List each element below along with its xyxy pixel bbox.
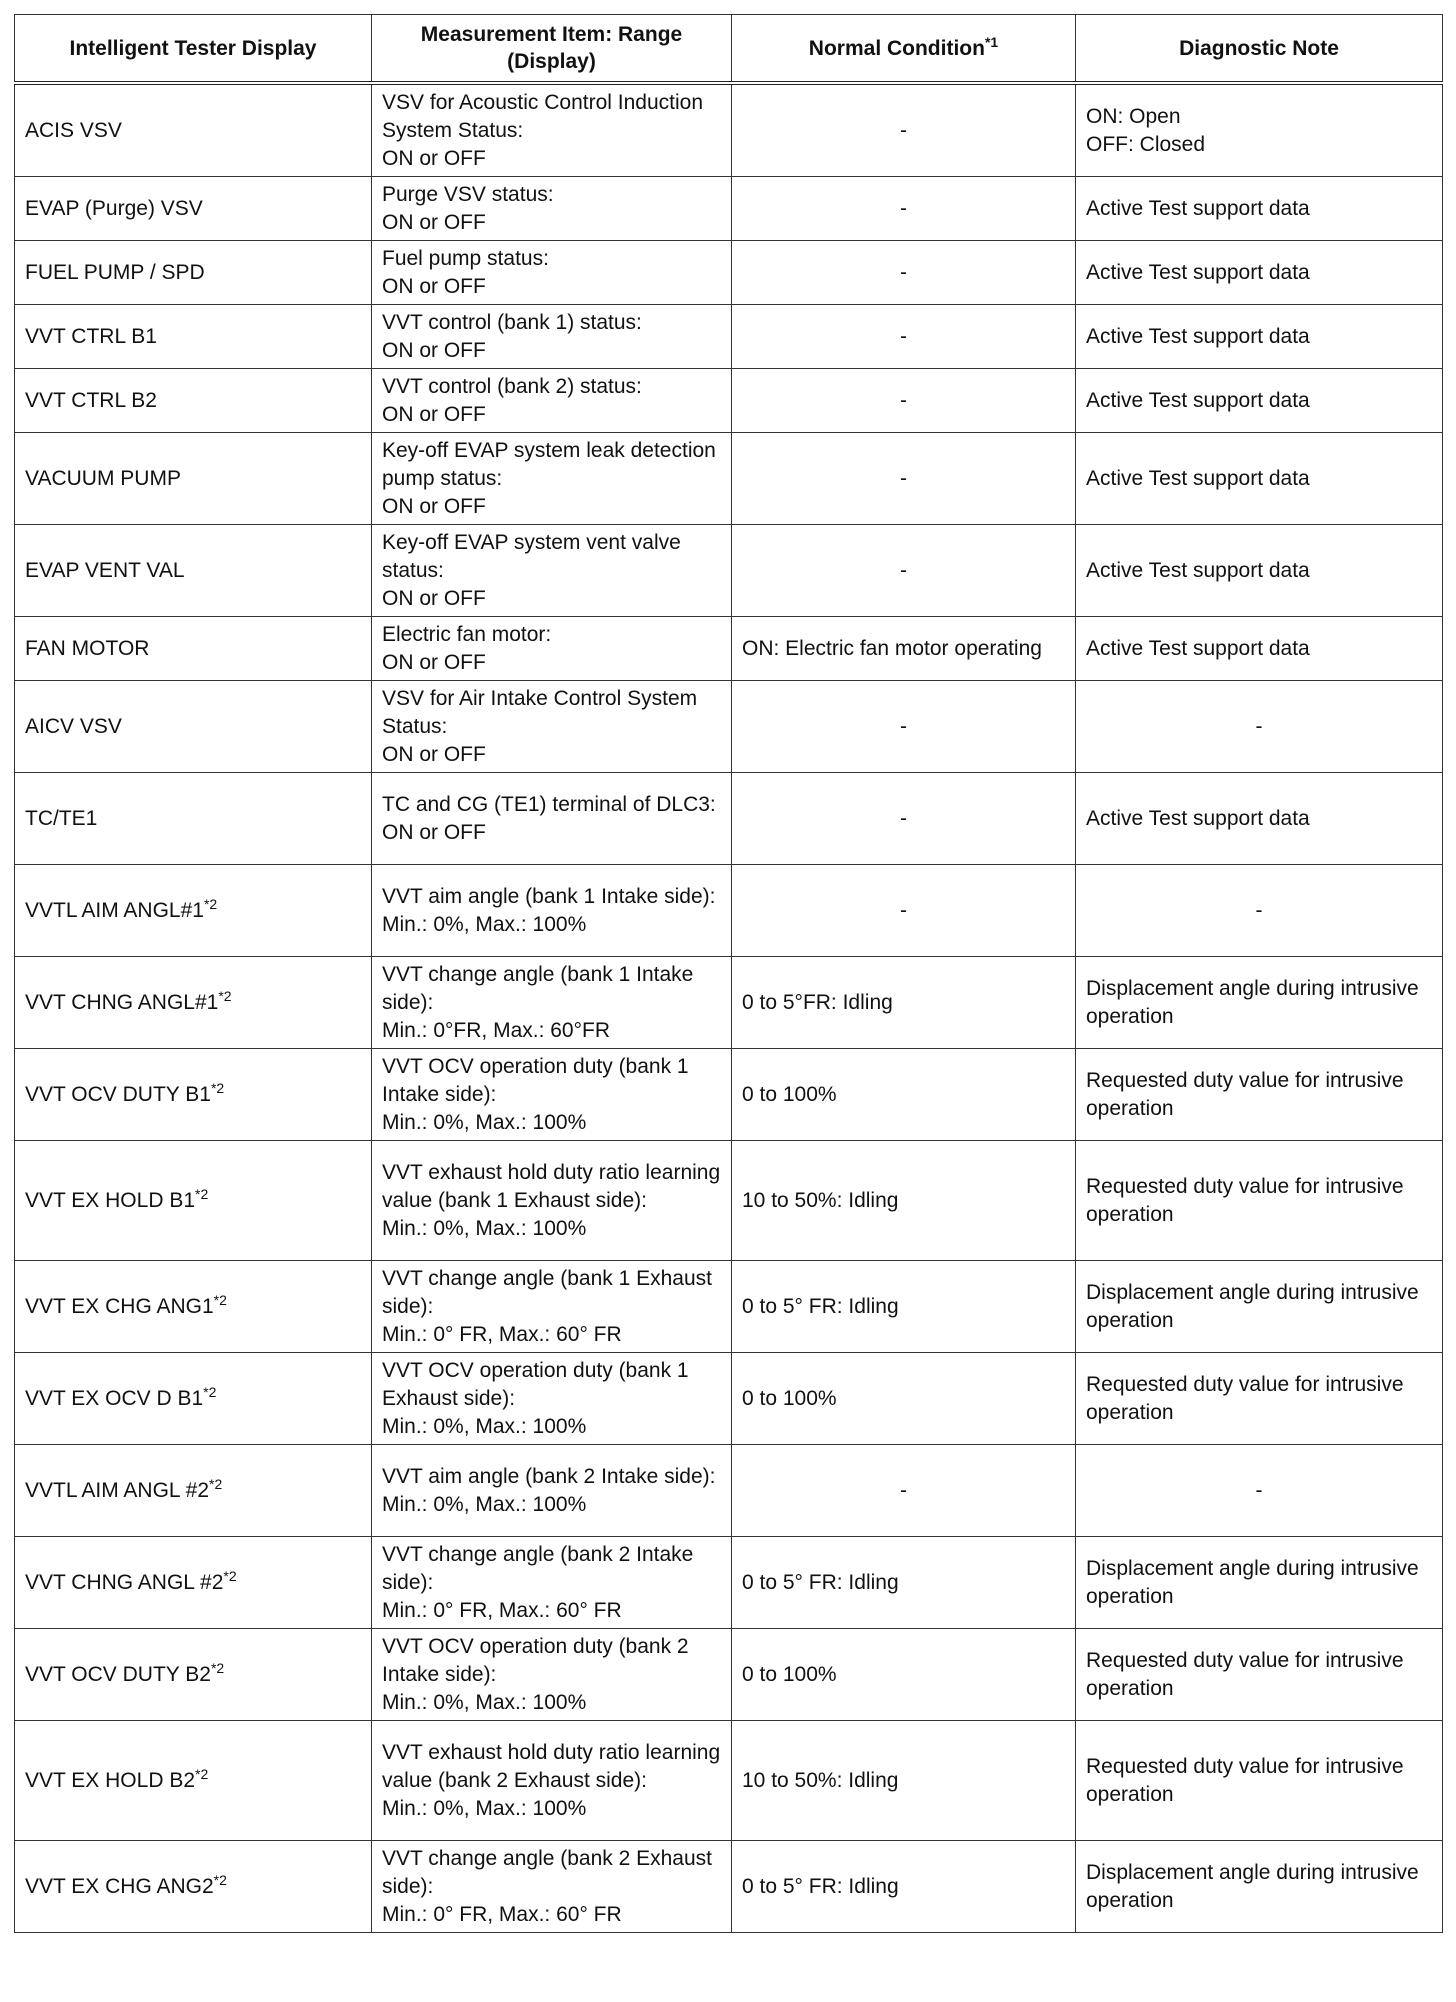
cell-diagnostic-note: Active Test support data [1076,525,1443,617]
tester-display-text: VVTL AIM ANGL #2 [25,1478,210,1502]
table-row [15,1721,1443,1841]
table-row [15,83,1443,177]
table-row [15,681,1443,773]
cell-tester-display [15,617,372,681]
cell-measurement-range: Key-off EVAP system vent valve status: ON or OFF [372,525,732,617]
cell-normal-condition: - [732,305,1076,369]
document-page [14,14,1442,1933]
table-body [15,83,1443,1933]
tester-display-text: VVT CTRL B1 [25,324,157,348]
cell-diagnostic-note: Displacement angle during intrusive operation [1076,1537,1443,1629]
cell-diagnostic-note: Active Test support data [1076,241,1443,305]
cell-measurement-range: VVT OCV operation duty (bank 1 Exhaust side): Min.: 0%, Max.: 100% [372,1353,732,1445]
data-list-table [14,14,1443,1933]
footnote-marker: *2 [213,1291,227,1308]
footnote-marker: *2 [210,1659,225,1676]
cell-tester-display [15,1445,372,1537]
cell-normal-condition: - [732,681,1076,773]
tester-display-text: EVAP (Purge) VSV [25,196,203,220]
cell-normal-condition: - [732,525,1076,617]
cell-diagnostic-note: Requested duty value for intrusive operation [1076,1141,1443,1261]
cell-measurement-range: Purge VSV status: ON or OFF [372,177,732,241]
tester-display-text: VVT OCV DUTY B1 [25,1082,211,1106]
header-normal-condition [732,15,1076,84]
footnote-marker: *2 [210,1079,225,1096]
cell-tester-display [15,1141,372,1261]
cell-measurement-range: VVT change angle (bank 2 Intake side): Min.: 0° FR, Max.: 60° FR [372,1537,732,1629]
cell-normal-condition: - [732,177,1076,241]
cell-tester-display [15,1537,372,1629]
table-header [15,15,1443,84]
cell-tester-display [15,83,372,177]
tester-display-text: VVT EX CHG ANG1 [25,1294,214,1318]
cell-measurement-range: VVT change angle (bank 1 Exhaust side): Min.: 0° FR, Max.: 60° FR [372,1261,732,1353]
cell-normal-condition: 0 to 5°FR: Idling [732,957,1076,1049]
cell-normal-condition: - [732,433,1076,525]
table-row [15,1841,1443,1933]
table-row [15,773,1443,865]
footnote-marker: *2 [195,1765,209,1782]
cell-measurement-range: VVT exhaust hold duty ratio learning value (bank 1 Exhaust side): Min.: 0%, Max.: 100% [372,1141,732,1261]
table-row [15,865,1443,957]
cell-tester-display [15,1841,372,1933]
cell-diagnostic-note: Active Test support data [1076,433,1443,525]
cell-tester-display [15,865,372,957]
cell-tester-display [15,773,372,865]
table-row [15,1445,1443,1537]
tester-display-text: FUEL PUMP / SPD [25,260,205,284]
cell-measurement-range: Key-off EVAP system leak detection pump status: ON or OFF [372,433,732,525]
column-header-label: Intelligent Tester Display [69,36,317,60]
cell-measurement-range: VVT exhaust hold duty ratio learning value (bank 2 Exhaust side): Min.: 0%, Max.: 100% [372,1721,732,1841]
footnote-marker: *1 [984,33,999,50]
footnote-marker: *2 [213,1871,227,1888]
column-header-label: Measurement Item: Range (Display) [420,23,683,73]
cell-measurement-range: VVT OCV operation duty (bank 2 Intake side): Min.: 0%, Max.: 100% [372,1629,732,1721]
footnote-marker: *2 [203,895,218,912]
cell-normal-condition: - [732,773,1076,865]
tester-display-text: VVT CHNG ANGL#1 [25,990,219,1014]
table-row [15,1353,1443,1445]
cell-measurement-range: Fuel pump status: ON or OFF [372,241,732,305]
cell-normal-condition: - [732,83,1076,177]
table-row [15,433,1443,525]
table-row [15,177,1443,241]
cell-normal-condition: 0 to 100% [732,1049,1076,1141]
cell-tester-display [15,1353,372,1445]
header-tester-display [15,15,372,84]
cell-normal-condition: 0 to 5° FR: Idling [732,1261,1076,1353]
column-header-label: Normal Condition [808,36,985,60]
tester-display-text: VVT EX HOLD B2 [25,1768,196,1792]
cell-tester-display [15,369,372,433]
cell-diagnostic-note: Active Test support data [1076,369,1443,433]
cell-tester-display [15,177,372,241]
cell-normal-condition: - [732,369,1076,433]
footnote-marker: *2 [223,1567,237,1584]
cell-diagnostic-note: - [1076,1445,1443,1537]
cell-diagnostic-note: Active Test support data [1076,617,1443,681]
footnote-marker: *2 [209,1475,223,1492]
table-row [15,1261,1443,1353]
column-header-label: Diagnostic Note [1179,36,1339,60]
cell-diagnostic-note: Requested duty value for intrusive operation [1076,1353,1443,1445]
tester-display-text: VVT EX HOLD B1 [25,1188,196,1212]
cell-tester-display [15,433,372,525]
tester-display-text: TC/TE1 [25,806,98,830]
cell-normal-condition: - [732,1445,1076,1537]
cell-normal-condition: 0 to 5° FR: Idling [732,1537,1076,1629]
cell-diagnostic-note: - [1076,865,1443,957]
cell-diagnostic-note: Displacement angle during intrusive operation [1076,1841,1443,1933]
cell-tester-display [15,1261,372,1353]
cell-diagnostic-note: Active Test support data [1076,177,1443,241]
cell-tester-display [15,1721,372,1841]
cell-diagnostic-note: Displacement angle during intrusive operation [1076,1261,1443,1353]
cell-normal-condition: - [732,865,1076,957]
table-row [15,1049,1443,1141]
table-row [15,1141,1443,1261]
table-row [15,617,1443,681]
cell-measurement-range: VVT aim angle (bank 2 Intake side): Min.: 0%, Max.: 100% [372,1445,732,1537]
cell-tester-display [15,957,372,1049]
header-measurement-item [372,15,732,84]
footnote-marker: *2 [218,987,232,1004]
table-row [15,305,1443,369]
cell-diagnostic-note: Requested duty value for intrusive operation [1076,1721,1443,1841]
cell-measurement-range: VVT control (bank 2) status: ON or OFF [372,369,732,433]
footnote-marker: *2 [203,1383,217,1400]
cell-measurement-range: VSV for Air Intake Control System Status: ON or OFF [372,681,732,773]
cell-diagnostic-note: Displacement angle during intrusive operation [1076,957,1443,1049]
tester-display-text: EVAP VENT VAL [25,558,185,582]
cell-measurement-range: VSV for Acoustic Control Induction System Status: ON or OFF [372,83,732,177]
tester-display-text: AICV VSV [25,714,122,738]
cell-diagnostic-note: Requested duty value for intrusive operation [1076,1049,1443,1141]
cell-diagnostic-note: Requested duty value for intrusive operation [1076,1629,1443,1721]
cell-normal-condition: 10 to 50%: Idling [732,1721,1076,1841]
footnote-marker: *2 [195,1185,209,1202]
cell-measurement-range: VVT aim angle (bank 1 Intake side): Min.: 0%, Max.: 100% [372,865,732,957]
table-row [15,369,1443,433]
cell-normal-condition: - [732,241,1076,305]
cell-normal-condition: 10 to 50%: Idling [732,1141,1076,1261]
cell-diagnostic-note: - [1076,681,1443,773]
cell-diagnostic-note: Active Test support data [1076,305,1443,369]
cell-tester-display [15,1629,372,1721]
table-row [15,1629,1443,1721]
header-diagnostic-note [1076,15,1443,84]
tester-display-text: VVT OCV DUTY B2 [25,1662,211,1686]
cell-tester-display [15,681,372,773]
cell-normal-condition: 0 to 5° FR: Idling [732,1841,1076,1933]
cell-normal-condition: 0 to 100% [732,1629,1076,1721]
cell-measurement-range: VVT change angle (bank 1 Intake side): Min.: 0°FR, Max.: 60°FR [372,957,732,1049]
tester-display-text: VVT CTRL B2 [25,388,157,412]
table-row [15,241,1443,305]
cell-tester-display [15,241,372,305]
cell-tester-display [15,1049,372,1141]
cell-measurement-range: VVT control (bank 1) status: ON or OFF [372,305,732,369]
table-row [15,957,1443,1049]
cell-measurement-range: VVT change angle (bank 2 Exhaust side): Min.: 0° FR, Max.: 60° FR [372,1841,732,1933]
tester-display-text: VVT EX OCV D B1 [25,1386,204,1410]
cell-tester-display [15,525,372,617]
header-row [15,15,1443,84]
cell-normal-condition: 0 to 100% [732,1353,1076,1445]
cell-normal-condition: ON: Electric fan motor operating [732,617,1076,681]
tester-display-text: VVTL AIM ANGL#1 [25,898,204,922]
cell-measurement-range: TC and CG (TE1) terminal of DLC3: ON or OFF [372,773,732,865]
cell-diagnostic-note: Active Test support data [1076,773,1443,865]
cell-measurement-range: VVT OCV operation duty (bank 1 Intake side): Min.: 0%, Max.: 100% [372,1049,732,1141]
cell-diagnostic-note: ON: Open OFF: Closed [1076,83,1443,177]
table-row [15,1537,1443,1629]
cell-tester-display [15,305,372,369]
cell-measurement-range: Electric fan motor: ON or OFF [372,617,732,681]
tester-display-text: ACIS VSV [25,118,122,142]
table-row [15,525,1443,617]
tester-display-text: VVT CHNG ANGL #2 [25,1570,224,1594]
tester-display-text: VACUUM PUMP [25,466,181,490]
tester-display-text: VVT EX CHG ANG2 [25,1874,214,1898]
tester-display-text: FAN MOTOR [25,636,150,660]
